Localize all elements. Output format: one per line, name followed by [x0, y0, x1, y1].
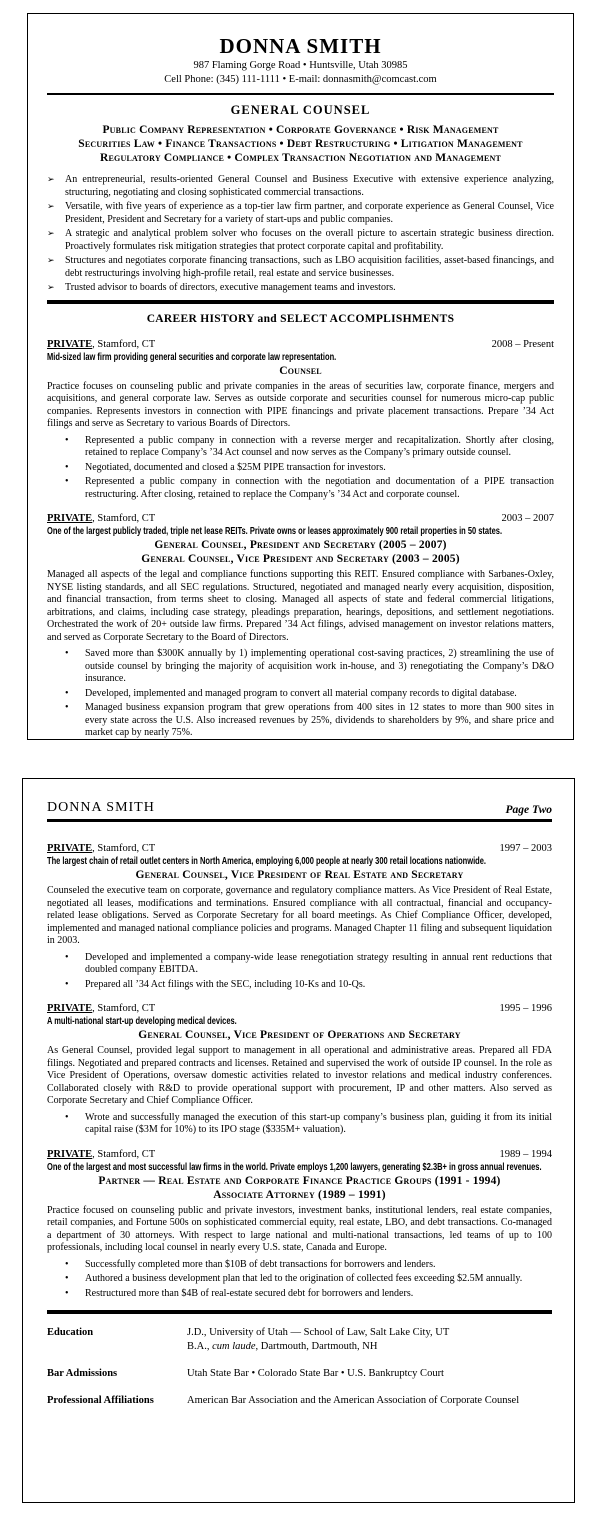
dot-bullet-icon: •: [65, 434, 69, 446]
affiliations-label: Professional Affiliations: [47, 1395, 154, 1406]
accomplishment-list: [47, 1112, 552, 1137]
job-location: , Stamford, CT: [92, 513, 156, 524]
summary-item: [47, 201, 554, 226]
employer-name: PRIVATE: [47, 338, 93, 350]
address-line: 987 Flaming Gorge Road • Huntsville, Utah 30985: [193, 60, 408, 71]
job-paragraph: Practice focuses on counseling public and private companies in the areas of securities law, corporate finance, mergers and acquisitions, and general corporate law. Serves as outside corporate and securities counsel for numerous micro-cap public companies. Represents investors in connection with PIPE financings and private placement transactions. Prepare ’34 Act filings and serve as Secretary to various Boards of Directors.: [47, 380, 554, 429]
dot-bullet-icon: •: [65, 951, 69, 963]
resume-page-one: [27, 13, 574, 740]
company-tagline: The largest chain of retail outlet centers in North America, employing 6,000 people at nearly 300 retail locations nationwide.: [47, 856, 487, 867]
accomplishment-text: Saved more than $300K annually by 1) implementing operational cost-saving practices, 2) streamlining the use of outside counsel by bringing the majority of acquisition work in-house, and 3) renegotiating the Company’s D&O insurance.: [85, 648, 554, 684]
job-title: Counsel: [279, 364, 322, 377]
company-tagline: One of the largest and most successful law firms in the world. Private employs 1,200 lawyers, generating $2.3B+ in gross annual revenues.: [47, 1161, 542, 1173]
job-dates: 2008 – Present: [491, 338, 554, 350]
accomplishment-item: [47, 952, 552, 977]
job-block: [47, 512, 554, 740]
arrow-bullet-icon: ➢: [47, 202, 55, 212]
job-dates: 1995 – 1996: [499, 1003, 552, 1014]
employer-name: PRIVATE: [47, 843, 93, 854]
page-two-header: [47, 799, 552, 816]
summary-text: Versatile, with five years of experience as a top-tier law firm partner, and corporate experience as General Counsel, Vice President, President and Secretary for a variety of start-ups and public companies.: [65, 201, 554, 225]
job-location: , Stamford, CT: [92, 1148, 156, 1160]
company-tagline: Mid-sized law firm providing general securities and corporate law representation.: [47, 351, 337, 363]
education-section: [47, 1326, 552, 1408]
job-paragraph: As General Counsel, provided legal support to management in all operational and administrative areas. Prepared all FDA filings. Negotiated and prepared contracts and licenses. Retained and supervised the work of outside IP counsel. In the role as Vice President of Operations, oversaw domestic activities related to investor relations and medical industry conferences. Collaborated closely with R&D to provide operational support with procurement, IP and other matters. Also served as Corporate Secretary and Chief Compliance Officer.: [47, 1045, 552, 1106]
resume-page-two: [22, 778, 575, 1503]
job-header: [47, 512, 554, 525]
education-degree: B.A.,: [187, 1341, 213, 1352]
career-heading: CAREER HISTORY and SELECT ACCOMPLISHMENTS: [146, 312, 455, 325]
dot-bullet-icon: •: [65, 687, 69, 699]
dot-bullet-icon: •: [65, 702, 69, 713]
accomplishment-text: Developed, implemented and managed program to convert all material company records to digital database.: [85, 687, 517, 699]
bar-admissions-value: Utah State Bar • Colorado State Bar • U.S. Bankruptcy Court: [187, 1368, 444, 1379]
job-paragraph: Counseled the executive team on corporate, governance and regulatory compliance matters. As Vice President of Real Estate, negotiated all leases, modifications and terminations. Ensured compliance with all contractual, financial and occupancy-related lease obligations. Served as Corporate Secretary for all board meetings. As Chief Compliance Officer, developed, implemented and managed national compliance policies and programs. Managed Chapter 11 filing and subsequent liquidation in 2003.: [47, 885, 552, 946]
summary-text: An entrepreneurial, results-oriented General Counsel and Business Executive with extensive experience analyzing, structuring, negotiating and closing sophisticated commercial transactions.: [65, 174, 554, 198]
employer-name: PRIVATE: [47, 1003, 93, 1014]
bar-admissions-row: [47, 1367, 552, 1381]
employer-name: PRIVATE: [47, 1148, 93, 1160]
arrow-bullet-icon: ➢: [47, 175, 55, 185]
accomplishment-text: Managed business expansion program that grew operations from 400 sites in 12 states to more than 900 sites in every state across the U.S. Also increased revenues by 25%, dividends to shareholders by 9%, and share price and market cap by nearly 75%.: [85, 702, 554, 738]
keyword-block: [47, 123, 554, 165]
job-title: General Counsel, Vice President of Real Estate and Secretary: [135, 869, 464, 881]
page-number-label: Page Two: [505, 803, 552, 816]
keyword-line: Regulatory Compliance • Complex Transaction Negotiation and Management: [100, 152, 501, 164]
job-header: [47, 842, 552, 855]
summary-text: Trusted advisor to boards of directors, executive management teams and investors.: [65, 282, 396, 293]
accomplishment-text: Represented a public company in connection with the negotiation and documentation of a PIPE transaction restructuring. After closing, retained to replace the Company’s ’34 Act and corporate counsel.: [85, 476, 554, 500]
job-location: , Stamford, CT: [92, 843, 156, 854]
accomplishment-item: [47, 702, 554, 740]
accomplishment-item: [47, 1112, 552, 1137]
accomplishment-item: [47, 979, 552, 992]
affiliations-value: American Bar Association and the American Association of Corporate Counsel: [187, 1395, 520, 1406]
company-tagline: A multi-national start-up developing medical devices.: [47, 1016, 237, 1027]
header-divider: [47, 819, 552, 822]
summary-list: [47, 174, 554, 295]
contact-line: Cell Phone: (345) 111-1111 • E-mail: donnasmith@comcast.com: [164, 74, 437, 85]
dot-bullet-icon: •: [65, 476, 69, 487]
education-school: , Dartmouth, Dartmouth, NH: [255, 1341, 378, 1352]
accomplishment-list: [47, 1259, 552, 1301]
accomplishment-item: [47, 688, 554, 701]
dot-bullet-icon: •: [65, 1111, 69, 1123]
employer-name: PRIVATE: [47, 513, 93, 524]
accomplishment-list: [47, 435, 554, 502]
accomplishment-item: [47, 1288, 552, 1301]
accomplishment-list: [47, 952, 552, 992]
accomplishment-text: Restructured more than $4B of real-estate secured debt for borrowers and lenders.: [85, 1287, 414, 1299]
accomplishment-item: [47, 1259, 552, 1272]
accomplishment-item: [47, 476, 554, 501]
accomplishment-text: Negotiated, documented and closed a $25M PIPE transaction for investors.: [85, 461, 386, 473]
arrow-bullet-icon: ➢: [47, 283, 55, 293]
job-location: , Stamford, CT: [92, 1003, 156, 1014]
job-block: [47, 1002, 552, 1137]
accomplishment-item: [47, 435, 554, 460]
job-employer-line: [47, 1002, 155, 1015]
accomplishment-text: Prepared all ’34 Act filings with the SEC, including 10-Ks and 10-Qs.: [85, 978, 366, 990]
summary-item: [47, 255, 554, 280]
summary-item: [47, 228, 554, 253]
job-title: General Counsel, President and Secretary (2005 – 2007): [154, 539, 447, 551]
job-header: [47, 338, 554, 351]
dot-bullet-icon: •: [65, 1273, 69, 1284]
header-divider: [47, 93, 554, 95]
accomplishment-text: Wrote and successfully managed the execution of this start-up company’s business plan, guiding it from its initial capital raise ($3M for 10%) to its IPO stage ($335M+ valuation).: [85, 1111, 552, 1135]
accomplishment-item: [47, 648, 554, 686]
accomplishment-text: Successfully completed more than $10B of debt transactions for borrowers and lenders.: [85, 1258, 436, 1270]
keyword-line: Public Company Representation • Corporate Governance • Risk Management: [102, 124, 499, 136]
education-honors: cum laude: [212, 1341, 256, 1352]
job-paragraph: Practice focused on counseling public and private investors, investment banks, institutional lenders, real estate companies, retail companies, and Fortune 500s on sophisticated commercial equity, real estate, LBO, and debt transactions. Co-managed a department of 30 attorneys. With respect to large national and multi-national transactions, led teams of up to 100 professionals, including local counsel in nearly every U.S. state, Canada and Europe.: [47, 1204, 552, 1253]
education-value: [187, 1326, 552, 1354]
education-row: [47, 1326, 552, 1354]
job-employer-line: [47, 1148, 155, 1161]
bar-admissions-label: Bar Admissions: [47, 1368, 118, 1379]
job-header: [47, 1148, 552, 1161]
education-line: J.D., University of Utah — School of Law, Salt Lake City, UT: [187, 1327, 450, 1338]
arrow-bullet-icon: ➢: [47, 256, 55, 266]
summary-item: [47, 282, 554, 295]
job-title: General Counsel, Vice President and Secretary (2003 – 2005): [141, 553, 460, 565]
dot-bullet-icon: •: [65, 648, 69, 659]
summary-item: [47, 174, 554, 199]
job-title: General Counsel, Vice President of Operations and Secretary: [138, 1029, 461, 1041]
accomplishment-text: Authored a business development plan that led to the origination of collected fees exceeding $2.5M annually.: [85, 1273, 523, 1284]
accomplishment-list: [47, 648, 554, 740]
arrow-bullet-icon: ➢: [47, 229, 55, 239]
job-block: [47, 1148, 552, 1301]
education-divider: [47, 1310, 552, 1314]
job-dates: 2003 – 2007: [501, 513, 554, 524]
accomplishment-text: Developed and implemented a company-wide lease renegotiation strategy resulting in annual rent reductions that doubled company EBITDA.: [85, 951, 552, 975]
job-employer-line: [47, 842, 155, 855]
summary-text: Structures and negotiates corporate financing transactions, such as LBO acquisition facilities, asset-based financings, and debt restructurings involving high-profile retail, real estate and service businesses.: [65, 255, 554, 279]
accomplishment-item: [47, 1273, 552, 1286]
job-dates: 1989 – 1994: [499, 1148, 552, 1160]
keyword-line: Securities Law • Finance Transactions • Debt Restructuring • Litigation Management: [78, 138, 523, 150]
job-employer-line: [47, 512, 155, 525]
job-block: [47, 842, 552, 991]
accomplishment-item: [47, 462, 554, 475]
accomplishment-text: Represented a public company in connection with a reverse merger and recapitalization. Shortly after closing, retained to replace Company’s ’34 Act counsel and now serves as the Company’s primary outside counsel.: [85, 434, 554, 458]
job-employer-line: [47, 338, 155, 351]
job-title: Associate Attorney (1989 – 1991): [213, 1188, 386, 1201]
dot-bullet-icon: •: [65, 1258, 69, 1270]
job-dates: 1997 – 2003: [499, 843, 552, 854]
affiliations-row: [47, 1394, 552, 1408]
job-title: Partner — Real Estate and Corporate Finance Practice Groups (1991 - 1994): [98, 1174, 501, 1187]
resume-title: GENERAL COUNSEL: [230, 103, 371, 117]
summary-text: A strategic and analytical problem solver who focuses on the overall picture to ascertain strategic business direction. Proactively formulates risk mitigation strategies that protect corporate capital and profitability.: [65, 228, 554, 252]
job-location: , Stamford, CT: [92, 338, 156, 350]
job-block: [47, 338, 554, 502]
education-line: [187, 1340, 552, 1354]
job-header: [47, 1002, 552, 1015]
dot-bullet-icon: •: [65, 978, 69, 990]
section-divider: [47, 300, 554, 304]
dot-bullet-icon: •: [65, 461, 69, 473]
education-label: Education: [47, 1327, 94, 1338]
candidate-name: DONNA SMITH: [219, 34, 382, 58]
dot-bullet-icon: •: [65, 1287, 69, 1299]
company-tagline: One of the largest publicly traded, triple net lease REITs. Private owns or leases approximately 900 retail properties in 50 states.: [47, 526, 503, 537]
candidate-name: DONNA SMITH: [47, 800, 155, 815]
job-paragraph: Managed all aspects of the legal and compliance functions supporting this REIT. Ensured compliance with Sarbanes-Oxley, NYSE listing standards, and all SEC regulations. Structured, negotiated and managed nearly every acquisition, disposition, and financial transaction, from terms sheet to closing. Managed all aspects of state and federal commercial litigations, arbitrations, and claims, including case strategy, pleadings preparation, hearings, depositions, and settlement negotiations. Orchestrated the work of 20+ outside law firms. Prepared ’34 Act filings, advised management on investor relations matters, and served as Corporate Secretary to the Board of Directors.: [47, 569, 554, 643]
